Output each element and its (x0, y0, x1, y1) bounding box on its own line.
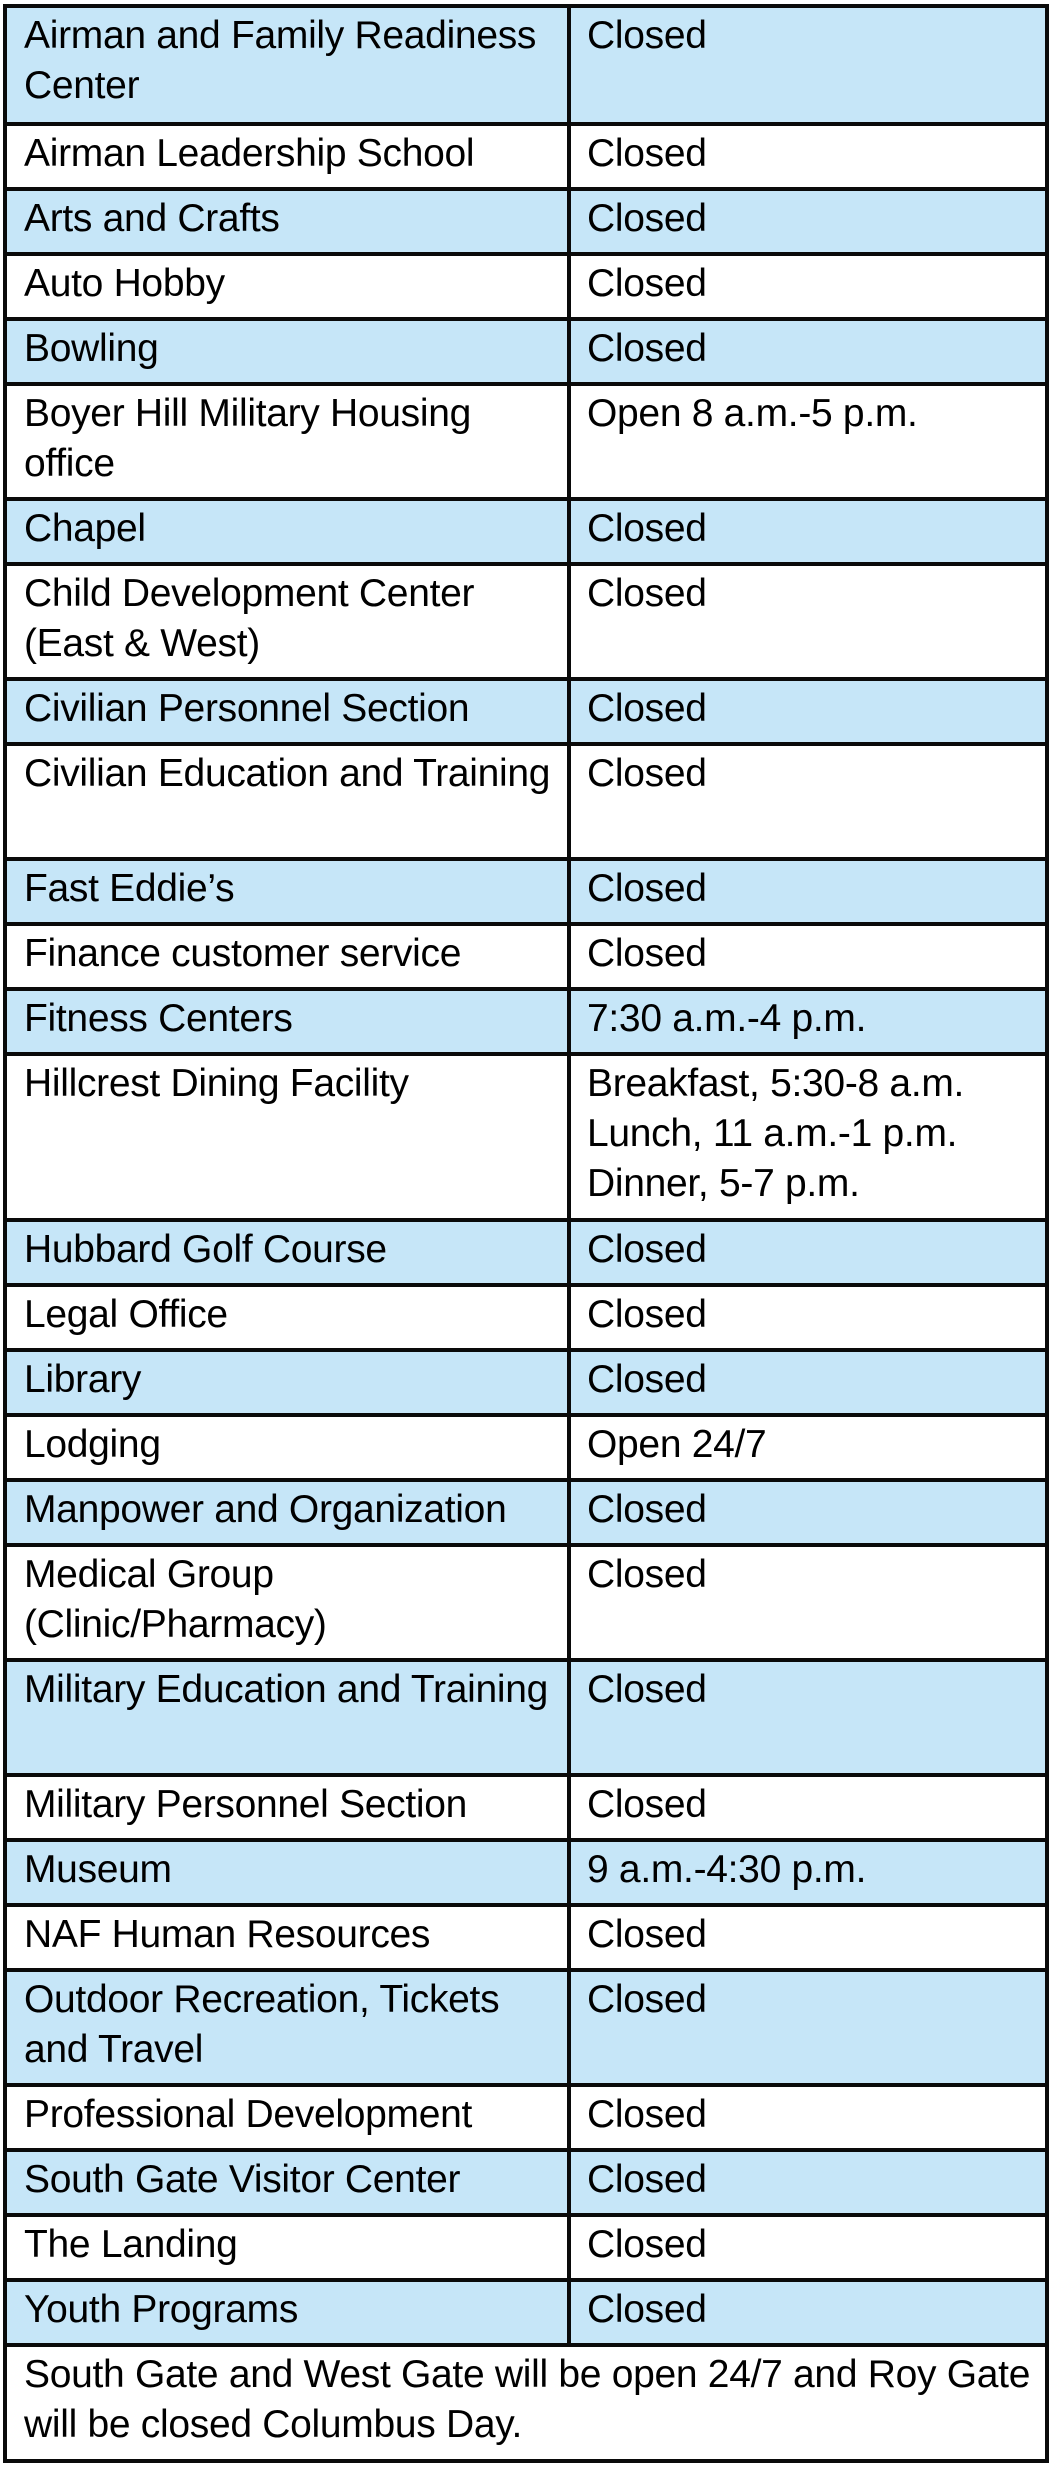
facility-name: Civilian Personnel Section (5, 679, 569, 744)
facility-name: Professional Development (5, 2085, 569, 2150)
facility-name: Museum (5, 1840, 569, 1905)
table-row (5, 1415, 1047, 1480)
table-row (5, 1285, 1047, 1350)
facility-hours: 9 a.m.-4:30 p.m. (569, 1840, 1047, 1905)
facility-name: Fitness Centers (5, 989, 569, 1054)
facility-hours: Closed (569, 564, 1047, 679)
table-row (5, 1775, 1047, 1840)
facility-hours: Closed (569, 1285, 1047, 1350)
hours-dinner: Dinner, 5-7 p.m. (587, 1162, 860, 1205)
table-row (5, 2215, 1047, 2280)
facility-hours: Closed (569, 189, 1047, 254)
facility-hours: Closed (569, 499, 1047, 564)
facility-name: Legal Office (5, 1285, 569, 1350)
hours-lunch: Lunch, 11 a.m.-1 p.m. (587, 1112, 958, 1155)
footer-note-row (5, 2345, 1047, 2461)
facility-hours: Closed (569, 1660, 1047, 1775)
facility-name: Fast Eddie’s (5, 859, 569, 924)
facility-name: Medical Group (Clinic/Pharmacy) (5, 1545, 569, 1660)
table-row (5, 859, 1047, 924)
facility-hours: Closed (569, 924, 1047, 989)
facility-name: Hubbard Golf Course (5, 1220, 569, 1285)
table-row (5, 1350, 1047, 1415)
facility-name: South Gate Visitor Center (5, 2150, 569, 2215)
table-row (5, 254, 1047, 319)
facility-name: Civilian Education and Training (5, 744, 569, 859)
facility-name: Bowling (5, 319, 569, 384)
table-row (5, 1480, 1047, 1545)
facility-hours: Closed (569, 1350, 1047, 1415)
facility-name: Manpower and Organization (5, 1480, 569, 1545)
facility-hours: Closed (569, 124, 1047, 189)
table-row (5, 564, 1047, 679)
facility-hours-table (3, 4, 1049, 2463)
table-row (5, 744, 1047, 859)
facility-name: Auto Hobby (5, 254, 569, 319)
facility-hours: Closed (569, 679, 1047, 744)
facility-hours: 7:30 a.m.-4 p.m. (569, 989, 1047, 1054)
facility-hours (569, 1054, 1047, 1220)
facility-hours: Closed (569, 1220, 1047, 1285)
facility-hours: Closed (569, 744, 1047, 859)
facility-hours: Closed (569, 1775, 1047, 1840)
table-row (5, 1220, 1047, 1285)
facility-hours: Closed (569, 859, 1047, 924)
facility-hours: Closed (569, 6, 1047, 124)
facility-hours: Closed (569, 319, 1047, 384)
facility-hours: Open 8 a.m.-5 p.m. (569, 384, 1047, 499)
facility-name: Airman and Family Readiness Center (5, 6, 569, 124)
facility-hours: Closed (569, 2280, 1047, 2345)
facility-name: Lodging (5, 1415, 569, 1480)
table-row (5, 1970, 1047, 2085)
facility-hours: Open 24/7 (569, 1415, 1047, 1480)
footer-note: South Gate and West Gate will be open 24/7 and Roy Gate will be closed Columbus Day. (5, 2345, 1047, 2461)
table-row (5, 1840, 1047, 1905)
table-row (5, 124, 1047, 189)
table-row (5, 1660, 1047, 1775)
facility-hours: Closed (569, 2085, 1047, 2150)
table-row (5, 1545, 1047, 1660)
facility-name: Finance customer service (5, 924, 569, 989)
table-row (5, 319, 1047, 384)
facility-name: Boyer Hill Military Housing office (5, 384, 569, 499)
facility-hours: Closed (569, 1905, 1047, 1970)
table-row (5, 189, 1047, 254)
facility-name: Military Personnel Section (5, 1775, 569, 1840)
table-row (5, 1905, 1047, 1970)
table-row (5, 1054, 1047, 1220)
table-row (5, 989, 1047, 1054)
facility-name: Arts and Crafts (5, 189, 569, 254)
facility-hours: Closed (569, 1480, 1047, 1545)
facility-hours: Closed (569, 1545, 1047, 1660)
hours-breakfast: Breakfast, 5:30-8 a.m. (587, 1062, 965, 1105)
facility-name: Airman Leadership School (5, 124, 569, 189)
facility-name: Youth Programs (5, 2280, 569, 2345)
facility-name: Hillcrest Dining Facility (5, 1054, 569, 1220)
facility-name: Military Education and Training (5, 1660, 569, 1775)
facility-name: Outdoor Recreation, Tickets and Travel (5, 1970, 569, 2085)
table-row (5, 6, 1047, 124)
facility-hours: Closed (569, 1970, 1047, 2085)
table-row (5, 924, 1047, 989)
facility-name: Library (5, 1350, 569, 1415)
facility-name: NAF Human Resources (5, 1905, 569, 1970)
table-row (5, 2085, 1047, 2150)
facility-hours: Closed (569, 2150, 1047, 2215)
table-row (5, 2150, 1047, 2215)
facility-hours: Closed (569, 2215, 1047, 2280)
table-row (5, 499, 1047, 564)
facility-name: The Landing (5, 2215, 569, 2280)
facility-name: Child Development Center (East & West) (5, 564, 569, 679)
table-row (5, 2280, 1047, 2345)
facility-name: Chapel (5, 499, 569, 564)
table-row (5, 384, 1047, 499)
facility-hours: Closed (569, 254, 1047, 319)
table-row (5, 679, 1047, 744)
